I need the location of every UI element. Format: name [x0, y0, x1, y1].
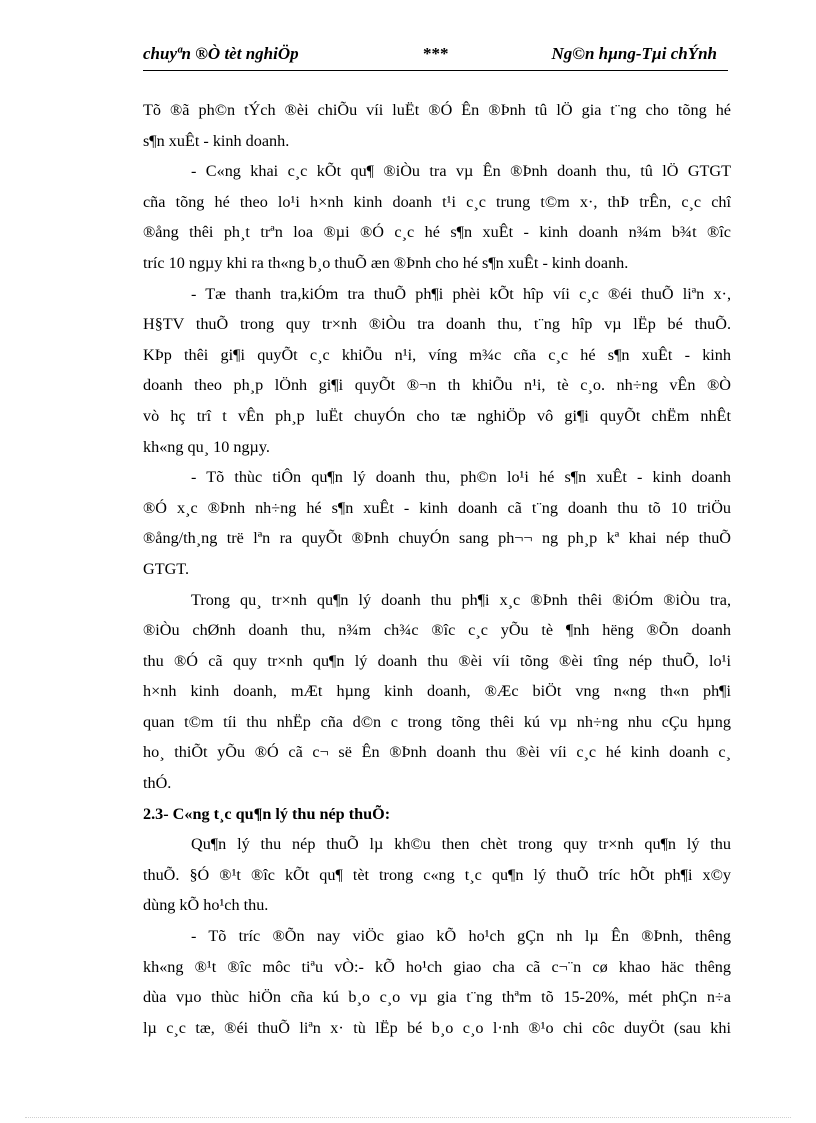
paragraph — [143, 829, 731, 921]
text-line: thuÕ. §Ó ®¹t ®îc kÕt qu¶ tèt trong c«ng t¸c qu¶n lý thuÕ tríc hÕt ph¶i x©y — [143, 865, 731, 884]
paragraph — [143, 156, 731, 278]
section-heading — [143, 799, 731, 830]
text-line: - Tõ thùc tiÔn qu¶n lý doanh thu, ph©n lo¹i hé s¶n xuÊt - kinh doanh — [191, 468, 731, 487]
text-line: cña tõng hé theo lo¹i h×nh kinh doanh t¹i c¸c trung t©m x·, thÞ trÊn, c¸c chî — [143, 192, 731, 211]
header-rule — [143, 70, 728, 71]
text-line: thÓ. — [143, 774, 172, 793]
header-major-label: Ng©n hµng-Tµi chÝnh — [551, 44, 717, 63]
text-line: h×nh kinh doanh, mÆt hµng kinh doanh, ®Æc biÖt vng n«ng th«n ph¶i — [143, 682, 731, 701]
text-line: thu ®Ó cã quy tr×nh qu¶n lý doanh thu ®èi víi tõng ®èi tîng nép thuÕ, lo¹i — [143, 651, 731, 670]
text-line: KÞp thêi gi¶i quyÕt c¸c khiÕu n¹i, víng m¾c cña c¸c hé s¶n xuÊt - kinh — [143, 345, 731, 364]
text-line: Qu¶n lý thu nép thuÕ lµ kh©u then chèt trong quy tr×nh qu¶n lý thu — [191, 835, 731, 854]
text-line: ®ång/th¸ng trë lªn ra quyÕt ®Þnh chuyÓn sang ph¬¬ ng ph¸p kª khai nép thuÕ — [143, 529, 731, 548]
text-line: ®Ó x¸c ®Þnh nh÷ng hé s¶n xuÊt - kinh doanh cã t¨ng doanh thu tõ 10 triÖu — [143, 498, 731, 517]
text-line: Tõ ®ã ph©n tÝch ®èi chiÕu víi luËt ®Ó Ên ®Þnh tû lÖ gia t¨ng cho tõng hé — [143, 101, 731, 119]
text-line: tríc 10 ngµy khi ra th«ng b¸o thuÕ æn ®Þnh cho hé s¶n xuÊt - kinh doanh. — [143, 253, 629, 272]
text-line: - Tæ thanh tra,kiÓm tra thuÕ ph¶i phèi kÕt hîp víi c¸c ®éi thuÕ liªn x·, — [191, 284, 731, 303]
text-line: - C«ng khai c¸c kÕt qu¶ ®iÒu tra vµ Ên ®Þnh doanh thu, tû lÖ GTGT — [191, 162, 731, 181]
text-line: kh«ng ®¹t ®îc môc tiªu vÒ:- kÕ ho¹ch giao cha cã c¬¨n cø khao häc thêng — [143, 957, 731, 976]
text-line: doanh theo ph¸p lÖnh gi¶i quyÕt ®¬n th khiÕu n¹i, tè c¸o. nh÷ng vÊn ®Ò — [143, 376, 731, 395]
page-bottom-border — [25, 1117, 791, 1118]
text-line: quan t©m tíi thu nhËp cña d©n c trong tõng thêi kú vµ nh÷ng nhu cÇu hµng — [143, 712, 731, 731]
text-line: dùng kÕ ho¹ch thu. — [143, 896, 269, 915]
text-line: - Tõ tríc ®Õn nay viÖc giao kÕ ho¹ch gÇn nh lµ Ên ®Þnh, thêng — [191, 927, 731, 946]
text-line: H§TV thuÕ trong quy tr×nh ®iÒu tra doanh thu, t¨ng hîp vµ lËp bé thuÕ. — [143, 315, 731, 334]
paragraph — [143, 585, 731, 799]
text-line: GTGT. — [143, 559, 190, 578]
paragraph — [143, 279, 731, 463]
section-heading-text: 2.3- C«ng t¸c qu¶n lý thu nép thuÕ: — [143, 804, 391, 823]
text-line: Trong qu¸ tr×nh qu¶n lý doanh thu ph¶i x¸c ®Þnh thêi ®iÓm ®iÒu tra, — [191, 590, 731, 609]
paragraph — [143, 921, 731, 1043]
text-line: lµ c¸c tæ, ®éi thuÕ liªn x· tù lËp bé b¸o c¸o l·nh ®¹o chi côc duyÖt (sau khi — [143, 1018, 731, 1037]
text-line: vò hç trî t vÊn ph¸p luËt chuyÓn cho tæ nghiÖp vô gi¶i quyÕt chËm nhÊt — [143, 406, 731, 425]
text-line: ®iÒu chØnh doanh thu, n¾m ch¾c ®îc c¸c yÕu tè ¶nh hëng ®Õn doanh — [143, 621, 731, 640]
text-line: ®ång thêi ph¸t trªn loa ®µi ®Ó c¸c hé s¶n xuÊt - kinh doanh n¾m b¾t ®îc — [143, 223, 731, 242]
header-thesis-label: chuyªn ®Ò tèt nghiÖp — [143, 44, 299, 63]
paragraph — [143, 95, 731, 156]
header-separator: *** — [423, 44, 449, 63]
text-line: s¶n xuÊt - kinh doanh. — [143, 131, 290, 150]
text-line: dùa vµo thùc hiÖn cña kú b¸o c¸o vµ gia t¨ng thªm tõ 15-20%, mét phÇn n÷a — [143, 988, 731, 1007]
text-line: kh«ng qu¸ 10 ngµy. — [143, 437, 270, 456]
paragraph — [143, 462, 731, 584]
document-body — [143, 95, 731, 1043]
text-line: ho¸ thiÕt yÕu ®Ó cã c¬ së Ên ®Þnh doanh thu ®èi víi c¸c hé kinh doanh c¸ — [143, 743, 731, 762]
